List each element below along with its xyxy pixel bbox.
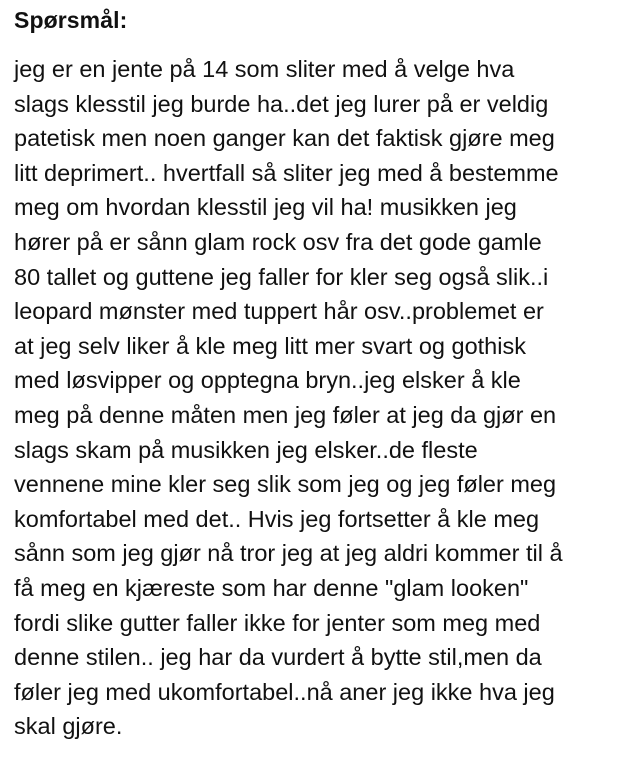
body-line: leopard mønster med tuppert hår osv..problemet er [14,298,544,325]
body-line: denne stilen.. jeg har da vurdert å bytte stil,men da [14,644,542,671]
question-heading: Spørsmål: [14,7,128,33]
body-line: slags klesstil jeg burde ha..det jeg lurer på er veldig [14,90,549,117]
body-line: litt deprimert.. hvertfall så sliter jeg med å bestemme [14,159,559,186]
body-line: med løsvipper og opptegna bryn..jeg elsker å kle [14,367,521,394]
body-line: at jeg selv liker å kle meg litt mer svart og gothisk [14,332,526,359]
question-body [14,52,624,744]
body-line: jeg er en jente på 14 som sliter med å velge hva [14,56,515,82]
body-line: patetisk men noen ganger kan det faktisk gjøre meg [14,125,555,152]
body-line: skal gjøre. [14,713,123,740]
body-line: føler jeg med ukomfortabel..nå aner jeg ikke hva jeg [14,678,555,705]
body-line: slags skam på musikken jeg elsker..de fleste [14,436,478,463]
body-line: meg om hvordan klesstil jeg vil ha! musikken jeg [14,194,517,221]
body-line: komfortabel med det.. Hvis jeg fortsetter å kle meg [14,505,540,532]
body-line: sånn som jeg gjør nå tror jeg at jeg aldri kommer til å [14,540,563,567]
body-line: fordi slike gutter faller ikke for jenter som meg med [14,609,541,636]
body-line: 80 tallet og guttene jeg faller for kler seg også slik..i [14,263,549,290]
body-line: få meg en kjæreste som har denne "glam looken" [14,574,529,601]
body-line: hører på er sånn glam rock osv fra det gode gamle [14,228,542,255]
body-line: vennene mine kler seg slik som jeg og jeg føler meg [14,471,557,498]
body-line: meg på denne måten men jeg føler at jeg da gjør en [14,401,557,428]
